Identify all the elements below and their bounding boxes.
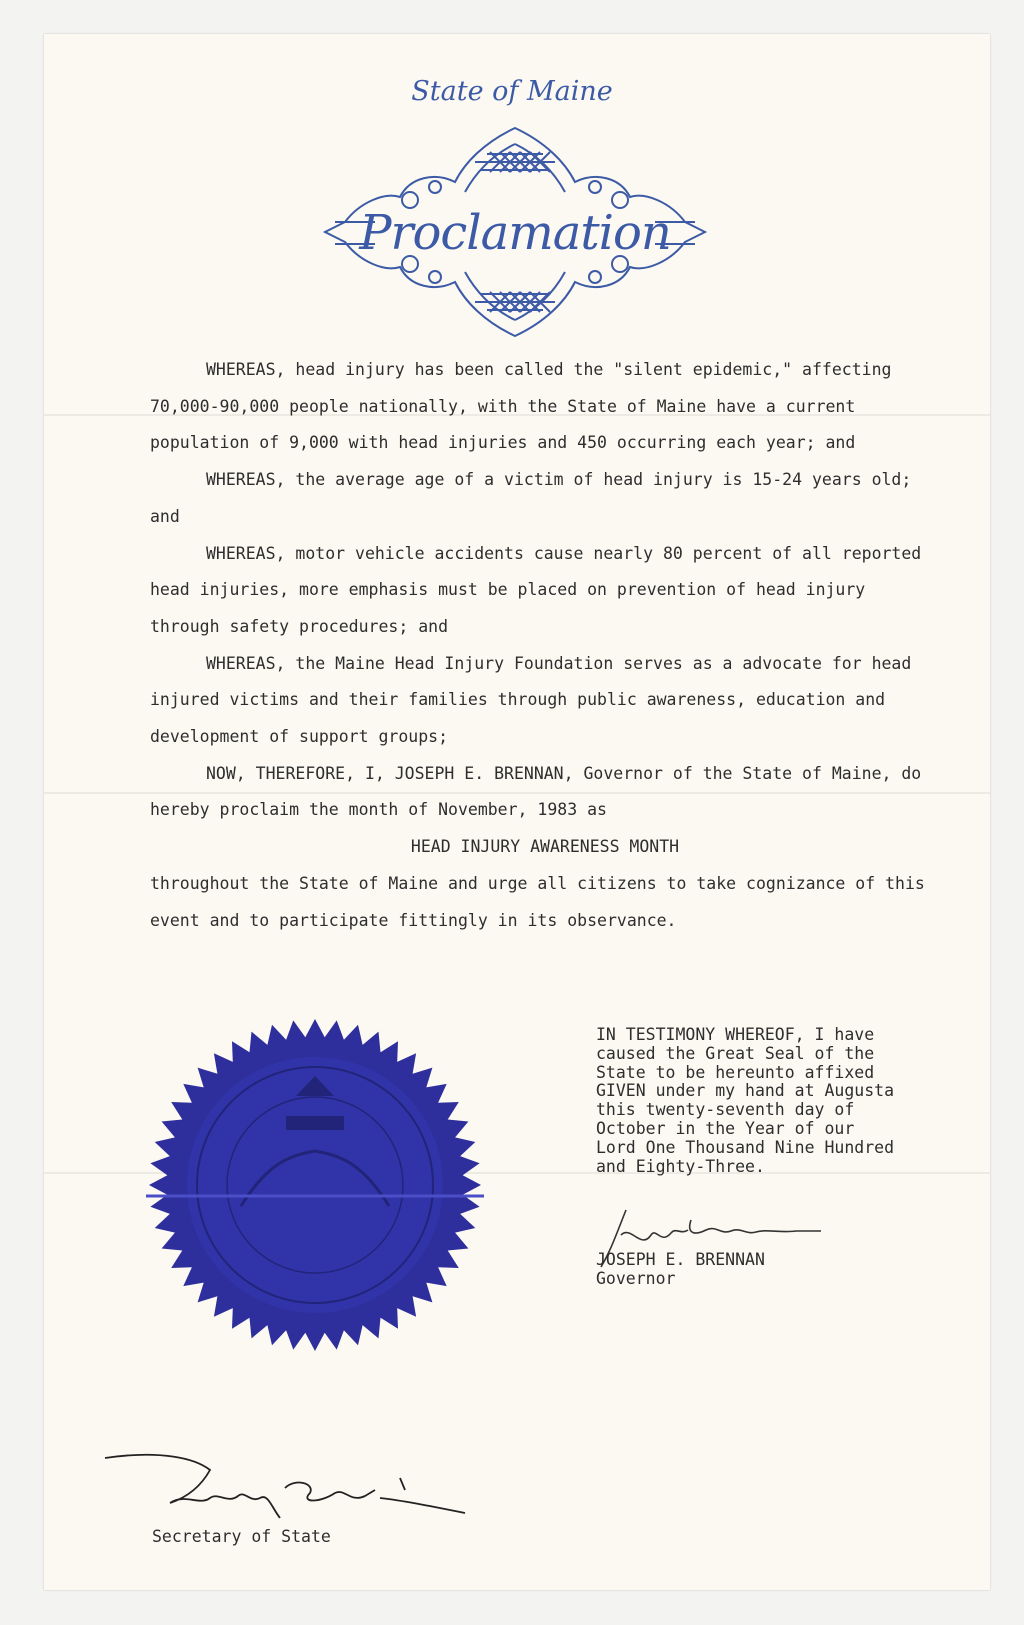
testimony-text: IN TESTIMONY WHEREOF, I have caused the Great Seal of the State to be hereunto affixed GIVEN under my hand at Augusta this twenty-seventh day of October in the Year of our Lord One Thousand Nine Hundred and Eighty-Three. [596, 1025, 895, 1176]
closing-paragraph: throughout the State of Maine and urge all citizens to take cognizance of this event and to participate fittingly in its observance. [150, 873, 925, 930]
state-title: State of Maine [411, 76, 613, 107]
secretary-signature [100, 1448, 490, 1533]
therefore-paragraph: NOW, THEREFORE, I, JOSEPH E. BRENNAN, Governor of the State of Maine, do hereby proclaim the month of November, 1983 as [150, 763, 922, 820]
whereas-paragraph: WHEREAS, motor vehicle accidents cause nearly 80 percent of all reported head injuries, more emphasis must be placed on prevention of head injury through safety procedures; and [150, 543, 922, 636]
governor-name: JOSEPH E. BRENNAN [596, 1250, 765, 1269]
month-heading: HEAD INJURY AWARENESS MONTH [410, 837, 680, 857]
whereas-paragraph: WHEREAS, the average age of a victim of head injury is 15-24 years old; and [150, 470, 912, 526]
whereas-paragraph: WHEREAS, the Maine Head Injury Foundation serves as a advocate for head injured victims and their families through public awareness, education and development of support groups; [150, 653, 912, 747]
proclamation-title: Proclamation [359, 205, 671, 261]
proclamation-body [150, 352, 940, 939]
secretary-title: Secretary of State [152, 1527, 331, 1546]
whereas-paragraph: WHEREAS, head injury has been called the "silent epidemic," affecting 70,000-90,000 people nationally, with the State of Maine have a current population of 9,000 with head injuries and 450 occurring each year; and [150, 360, 892, 453]
governor-title: Governor [596, 1269, 676, 1288]
governor-block [596, 1250, 765, 1288]
state-seal-icon [146, 1016, 484, 1354]
